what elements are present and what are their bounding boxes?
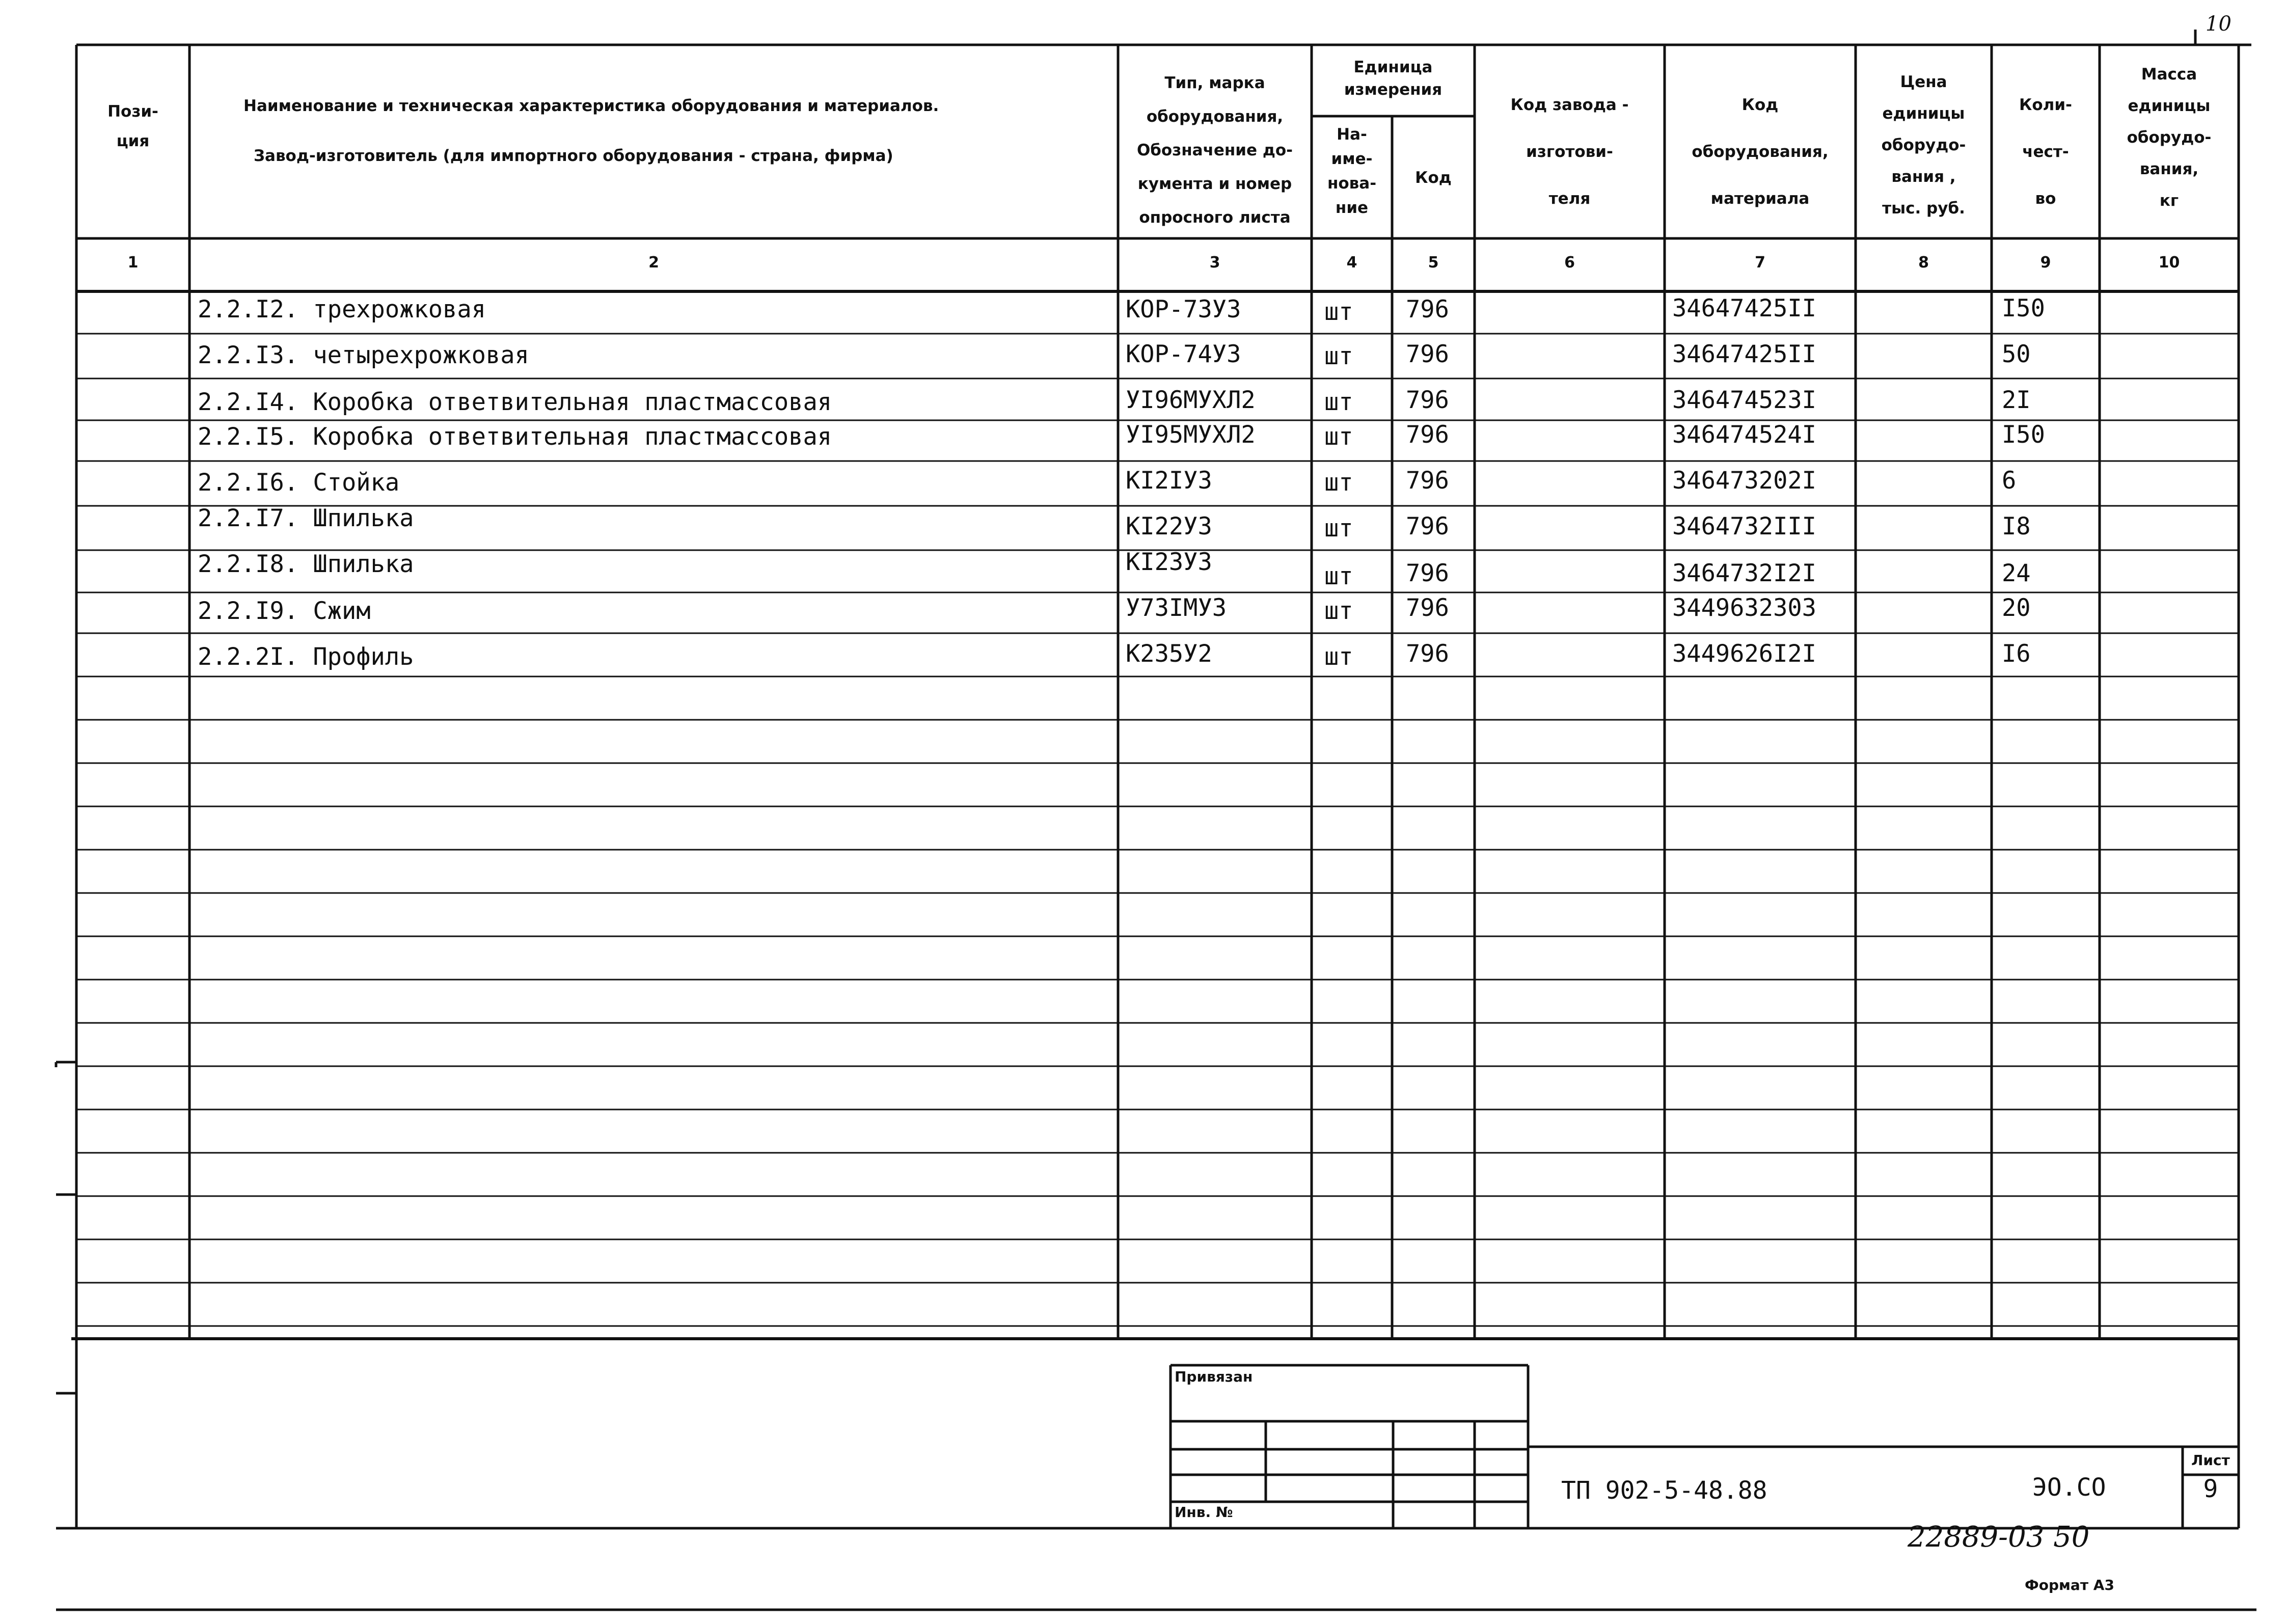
row-9-code: 796 — [1406, 640, 1449, 668]
row-2-code: 796 — [1406, 340, 1449, 368]
row-6-qty: I8 — [2002, 512, 2031, 540]
handwritten-inventory-number: 22889-03 50 — [1908, 1521, 2090, 1554]
row-2-qty: 50 — [2002, 340, 2031, 368]
row-9-qty: I6 — [2002, 640, 2031, 668]
colnum-2: 2 — [648, 254, 659, 272]
row-4-material-code: 346474524I — [1672, 421, 1816, 449]
row-1-unit: шт — [1324, 298, 1353, 326]
row-2-name: 2.2.I3. четырехрожковая — [198, 341, 529, 369]
row-8-unit: шт — [1324, 597, 1353, 625]
paper-format-label: Формат А3 — [2025, 1577, 2114, 1593]
stamp-sheet-number: 9 — [2203, 1475, 2218, 1503]
row-4-code: 796 — [1406, 421, 1449, 449]
row-2-unit: шт — [1324, 342, 1353, 370]
header-unit-code: Код — [1415, 169, 1452, 187]
colnum-1: 1 — [127, 254, 139, 272]
row-3-name: 2.2.I4. Коробка ответвительная пластмассовая — [198, 388, 832, 416]
stamp-sheet-label: Лист — [2191, 1452, 2230, 1469]
colnum-5: 5 — [1428, 254, 1439, 272]
page-mark: 10 — [2206, 12, 2231, 36]
colnum-10: 10 — [2158, 254, 2180, 272]
row-8-material-code: 3449632303 — [1672, 594, 1816, 622]
row-9-type: К235У2 — [1126, 640, 1212, 668]
row-8-type: У73IМУЗ — [1126, 594, 1227, 622]
row-8-code: 796 — [1406, 594, 1449, 622]
row-3-code: 796 — [1406, 386, 1449, 414]
row-7-type: КI23УЗ — [1126, 548, 1212, 576]
row-4-qty: I50 — [2002, 421, 2045, 449]
header-name-line2: Завод-изготовитель (для импортного оборудования - страна, фирма) — [254, 147, 893, 165]
row-4-unit: шт — [1324, 423, 1353, 451]
header-unit: Единица измерения — [1344, 58, 1443, 99]
row-3-material-code: 346474523I — [1672, 386, 1816, 414]
row-3-unit: шт — [1324, 388, 1353, 416]
row-6-type: КI22УЗ — [1126, 512, 1212, 540]
row-4-name: 2.2.I5. Коробка ответвительная пластмассовая — [198, 423, 832, 451]
row-8-qty: 20 — [2002, 594, 2031, 622]
stamp-doc-code: ЭО.СО — [2032, 1473, 2106, 1502]
row-3-type: УI96МУХЛ2 — [1126, 386, 1256, 414]
header-price: Цена единицы оборудо- вания , тыс. руб. — [1881, 73, 1966, 218]
row-1-material-code: 34647425II — [1672, 294, 1816, 322]
row-8-name: 2.2.I9. Сжим — [198, 597, 371, 625]
row-5-unit: шт — [1324, 469, 1353, 497]
row-1-qty: I50 — [2002, 294, 2045, 322]
colnum-6: 6 — [1564, 254, 1575, 272]
header-type-mark: Тип, марка оборудования, Обозначение до- кумента и номер опросного листа — [1136, 74, 1293, 227]
stamp-inv-label: Инв. № — [1175, 1504, 1233, 1521]
header-unit-name: На- име- нова- ние — [1327, 125, 1377, 217]
row-1-name: 2.2.I2. трехрожковая — [198, 295, 486, 323]
row-1-type: КОР-73УЗ — [1126, 295, 1241, 323]
row-6-code: 796 — [1406, 512, 1449, 540]
row-5-code: 796 — [1406, 467, 1449, 495]
header-material-code: Код оборудования, материала — [1692, 96, 1829, 208]
header-manufacturer-code: Код завода - изготови- теля — [1510, 96, 1629, 208]
row-9-name: 2.2.2I. Профиль — [198, 643, 414, 671]
header-position: Пози- ция — [107, 102, 158, 150]
colnum-7: 7 — [1755, 254, 1765, 272]
row-1-code: 796 — [1406, 295, 1449, 323]
row-7-code: 796 — [1406, 559, 1449, 587]
row-9-material-code: 3449626I2I — [1672, 640, 1816, 668]
row-5-type: КI2IУЗ — [1126, 467, 1212, 495]
row-5-qty: 6 — [2002, 467, 2017, 495]
stamp-doc-number: ТП 902-5-48.88 — [1561, 1476, 1767, 1505]
row-2-material-code: 34647425II — [1672, 340, 1816, 368]
row-7-name: 2.2.I8. Шпилька — [198, 550, 414, 578]
colnum-4: 4 — [1346, 254, 1357, 272]
row-4-type: УI95МУХЛ2 — [1126, 421, 1256, 449]
colnum-9: 9 — [2040, 254, 2051, 272]
header-quantity: Коли- чест- во — [2019, 96, 2072, 208]
colnum-3: 3 — [1209, 254, 1220, 272]
stamp-linked-label: Привязан — [1175, 1368, 1253, 1385]
row-2-type: КОР-74УЗ — [1126, 340, 1241, 368]
row-6-name: 2.2.I7. Шпилька — [198, 504, 414, 532]
row-6-material-code: 3464732III — [1672, 512, 1816, 540]
row-6-unit: шт — [1324, 515, 1353, 543]
row-3-qty: 2I — [2002, 386, 2031, 414]
row-5-material-code: 346473202I — [1672, 467, 1816, 495]
row-7-material-code: 3464732I2I — [1672, 559, 1816, 587]
row-9-unit: шт — [1324, 643, 1353, 671]
row-5-name: 2.2.I6. Стойка — [198, 469, 400, 497]
header-mass: Масса единицы оборудо- вания, кг — [2127, 65, 2212, 210]
header-name-line1: Наименование и техническая характеристика оборудования и материалов. — [243, 97, 939, 115]
row-7-unit: шт — [1324, 562, 1353, 590]
row-7-qty: 24 — [2002, 559, 2031, 587]
colnum-8: 8 — [1918, 254, 1929, 272]
